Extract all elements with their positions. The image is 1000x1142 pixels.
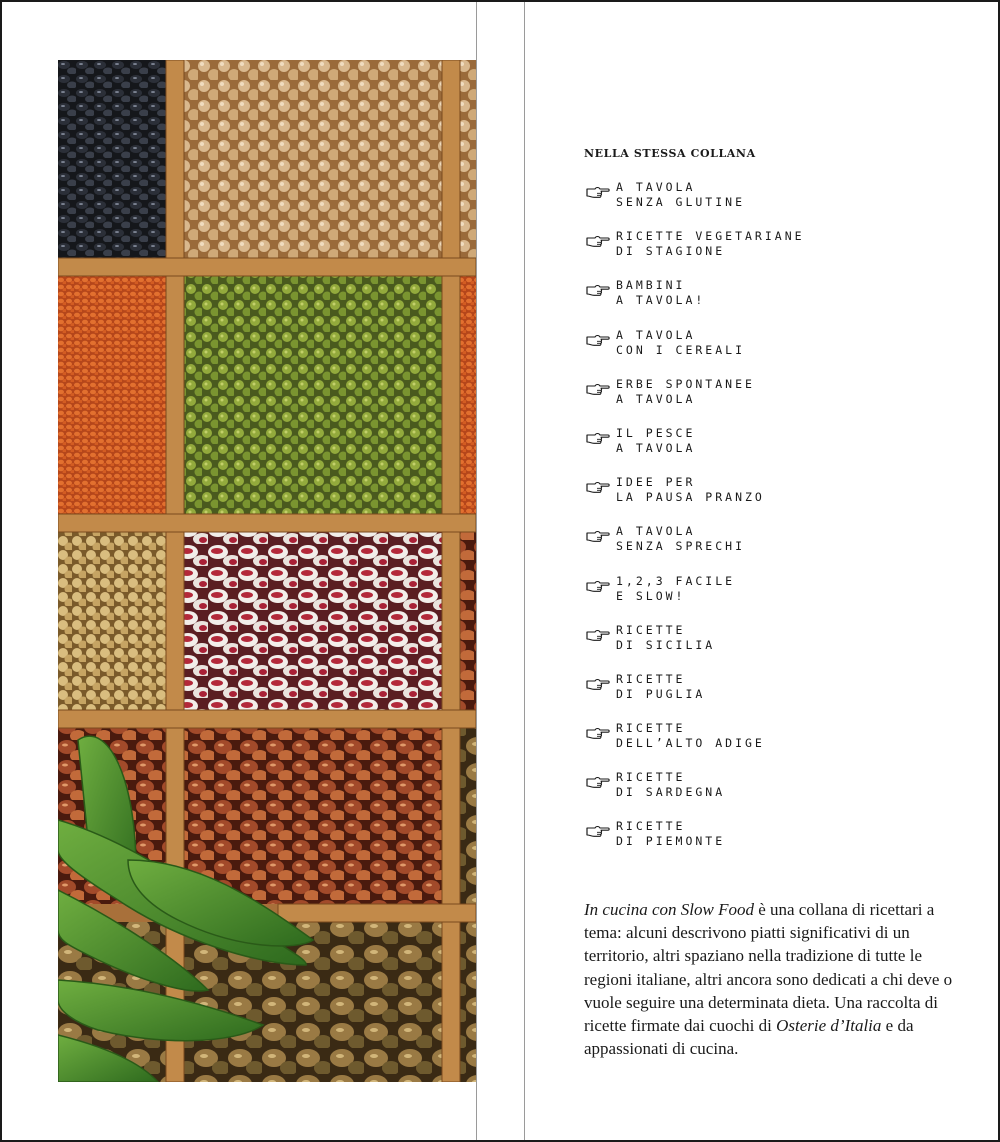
description-text: è una collana di ricettari a tema: alcuni descrivono piatti significativi di un territorio, altri spaziano nella tradizione di tutte le regioni italiane, altri ancora sono dedicati a chi deve o vuole seguire una determinata dieta. Una raccolta di ricette firmate dai cuochi di bbox=[584, 900, 953, 1036]
series-item bbox=[586, 278, 886, 327]
pointing-hand-icon bbox=[586, 332, 610, 346]
series-item bbox=[586, 426, 886, 475]
series-title: A TAVOLA CON I CEREALI bbox=[616, 327, 746, 357]
series-item bbox=[586, 377, 886, 426]
chickpeas-compartment bbox=[184, 60, 442, 258]
series-name: In cucina con Slow Food bbox=[584, 900, 754, 919]
series-title: A TAVOLA SENZA GLUTINE bbox=[616, 180, 746, 209]
split-peas-compartment bbox=[184, 276, 442, 514]
pointing-hand-icon bbox=[586, 430, 610, 444]
pointing-hand-icon bbox=[586, 479, 610, 493]
pointing-hand-icon bbox=[586, 823, 610, 837]
series-title: RICETTE DI SARDEGNA bbox=[616, 770, 726, 800]
series-title: RICETTE DI SICILIA bbox=[616, 622, 716, 652]
series-item bbox=[586, 524, 886, 573]
legumes-box-photo bbox=[58, 60, 476, 1082]
pointing-hand-icon bbox=[586, 676, 610, 690]
pointing-hand-icon bbox=[586, 233, 610, 247]
black-beans-compartment bbox=[58, 60, 166, 258]
series-description bbox=[584, 898, 974, 1060]
series-item bbox=[586, 770, 886, 819]
series-title: RICETTE DI PUGLIA bbox=[616, 671, 706, 701]
series-item bbox=[586, 672, 886, 721]
borlotti-beans-compartment bbox=[184, 532, 442, 710]
series-item bbox=[586, 328, 886, 377]
series-title: RICETTE DI PIEMONTE bbox=[616, 819, 726, 849]
soybeans-compartment bbox=[58, 532, 166, 710]
series-title: ERBE SPONTANEE A TAVOLA bbox=[616, 376, 755, 406]
series-title: IDEE PER LA PAUSA PRANZO bbox=[616, 475, 765, 505]
series-title: IL PESCE A TAVOLA bbox=[616, 425, 696, 455]
red-lentils-compartment bbox=[58, 276, 166, 514]
series-title: RICETTE VEGETARIANE DI STAGIONE bbox=[616, 229, 805, 259]
pointing-hand-icon bbox=[586, 774, 610, 788]
series-item bbox=[586, 721, 886, 770]
series-title: 1,2,3 FACILE E SLOW! bbox=[616, 573, 736, 603]
osterie-title: Osterie d’Italia bbox=[776, 1016, 882, 1036]
pointing-hand-icon bbox=[586, 725, 610, 739]
description-text-end: e da appassionati di cucina. bbox=[584, 1016, 914, 1059]
pointing-hand-icon bbox=[586, 184, 610, 198]
series-item bbox=[586, 819, 886, 868]
pointing-hand-icon bbox=[586, 627, 610, 641]
series-item bbox=[586, 623, 886, 672]
legumes-box-photo bbox=[58, 60, 476, 1082]
series-item bbox=[586, 574, 886, 623]
pointing-hand-icon bbox=[586, 282, 610, 296]
series-item bbox=[586, 475, 886, 524]
series-heading: NELLA STESSA COLLANA bbox=[584, 147, 756, 160]
series-item bbox=[586, 180, 886, 229]
series-item bbox=[586, 229, 886, 278]
flap-fold-line bbox=[524, 2, 525, 1140]
flap-fold-line bbox=[476, 2, 477, 1140]
series-title: A TAVOLA SENZA SPRECHI bbox=[616, 524, 746, 554]
series-title: BAMBINI A TAVOLA! bbox=[616, 278, 706, 308]
series-list bbox=[586, 180, 886, 869]
pointing-hand-icon bbox=[586, 381, 610, 395]
pointing-hand-icon bbox=[586, 578, 610, 592]
pointing-hand-icon bbox=[586, 528, 610, 542]
series-title: RICETTE DELL’ALTO ADIGE bbox=[616, 721, 765, 751]
